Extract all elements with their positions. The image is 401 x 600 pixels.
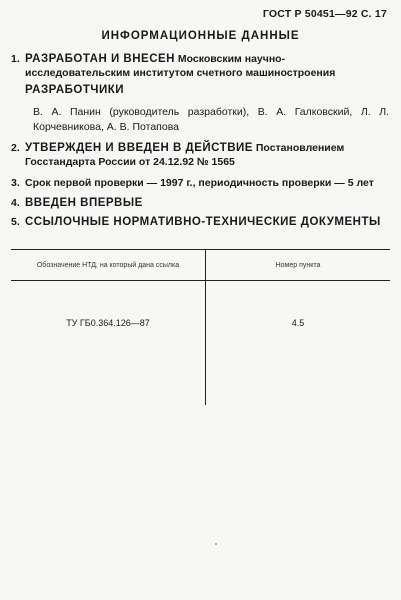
developers-names: В. А. Панин (руководитель разработки), В. А. Галковский, Л. Л. Корчевникова, А. В. Потапова bbox=[33, 106, 389, 133]
item-lead: ВВЕДЕН ВПЕРВЫЕ bbox=[25, 197, 143, 209]
item-number: 1. bbox=[11, 53, 20, 65]
item-text: Постановлением Госстандарта России от 24.12.92 № 1565 bbox=[25, 142, 345, 168]
item-number: 5. bbox=[11, 216, 20, 228]
item-lead: УТВЕРЖДЕН И ВВЕДЕН В ДЕЙСТВИЕ bbox=[25, 142, 253, 154]
table-row bbox=[11, 281, 390, 406]
cell-clause: 4.5 bbox=[291, 318, 305, 328]
page-header: ГОСТ Р 50451—92 С. 17 bbox=[262, 8, 387, 20]
item-3 bbox=[11, 176, 389, 190]
item-2 bbox=[11, 141, 389, 169]
item-4 bbox=[11, 196, 389, 210]
references-table bbox=[11, 249, 390, 405]
developers-heading: РАЗРАБОТЧИКИ bbox=[25, 84, 124, 96]
page-title: ИНФОРМАЦИОННЫЕ ДАННЫЕ bbox=[101, 30, 300, 42]
item-lead: ССЫЛОЧНЫЕ НОРМАТИВНО-ТЕХНИЧЕСКИЕ ДОКУМЕНТЫ bbox=[25, 216, 381, 228]
scan-speck bbox=[215, 543, 217, 545]
item-number: 3. bbox=[11, 177, 20, 189]
column-header-clause: Номер пункта bbox=[206, 250, 391, 281]
item-lead: РАЗРАБОТАН И ВНЕСЕН bbox=[25, 53, 175, 65]
cell-document: ТУ ГБ0.364.126—87 bbox=[11, 281, 206, 406]
item-text: Московским научно-исследовательским институтом счетного машиностроения bbox=[25, 53, 336, 79]
item-1 bbox=[11, 52, 389, 80]
item-text: Срок первой проверки — 1997 г., периодичность проверки — 5 лет bbox=[25, 177, 374, 189]
item-5 bbox=[11, 215, 389, 229]
item-number: 2. bbox=[11, 142, 20, 154]
item-number: 4. bbox=[11, 197, 20, 209]
column-header-document: Обозначение НТД, на который дана ссылка bbox=[11, 250, 206, 281]
